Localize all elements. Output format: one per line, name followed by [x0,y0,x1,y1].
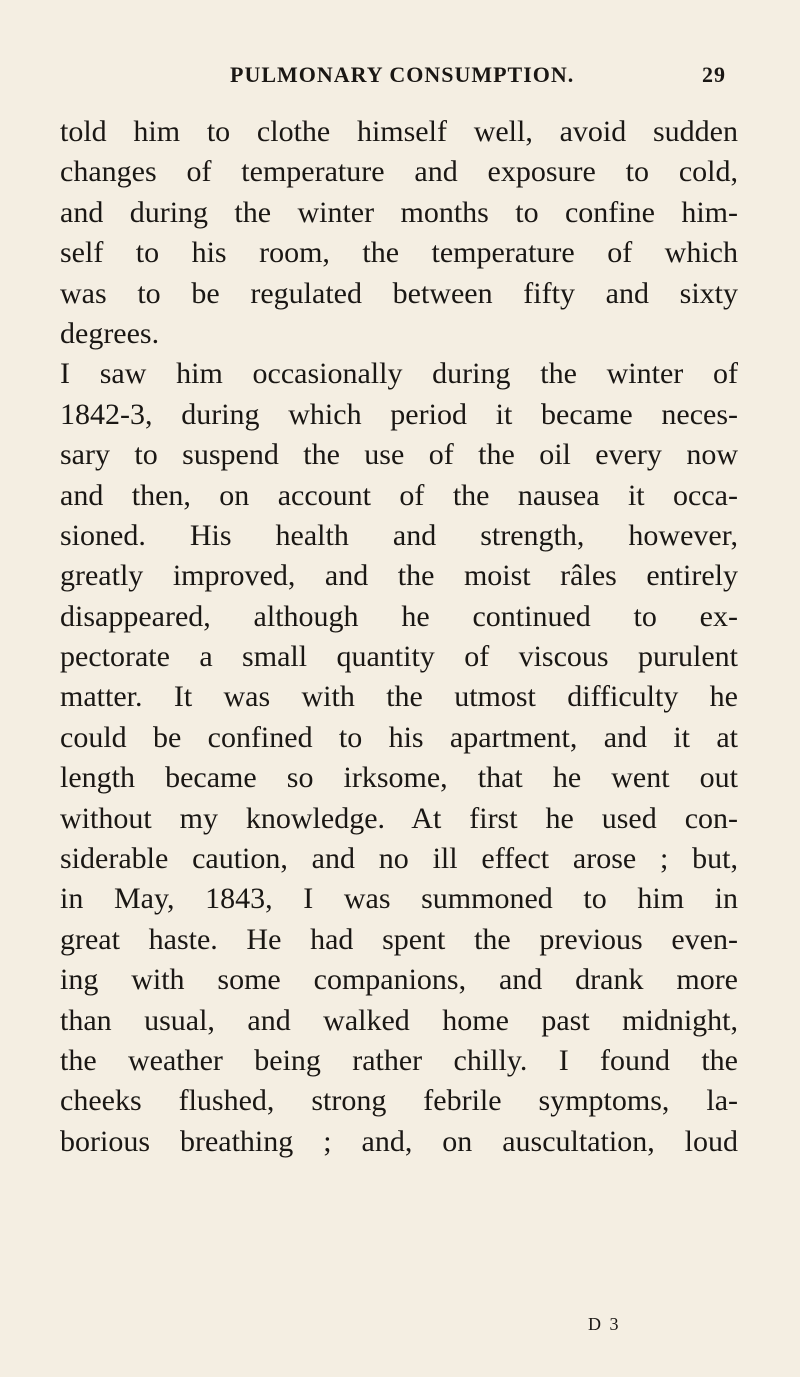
text-line: than usual, and walked home past midnight, [60,1003,738,1037]
running-head [0,62,800,98]
text-line: great haste. He had spent the previous even- [60,922,738,956]
text-line: without my knowledge. At first he used con- [60,801,738,835]
text-line: I saw him occasionally during the winter of [60,357,738,391]
text-line: and during the winter months to confine him- [60,195,738,229]
text-line: was to be regulated between fifty and sixty [60,276,738,310]
text-line: matter. It was with the utmost difficulty he [60,680,738,714]
text-line: borious breathing ; and, on auscultation, loud [60,1124,738,1158]
text-line: length became so irksome, that he went out [60,761,738,795]
text-line: pectorate a small quantity of viscous purulent [60,640,738,674]
text-line: cheeks flushed, strong febrile symptoms, la- [60,1084,738,1118]
text-line: and then, on account of the nausea it occa- [60,478,738,512]
text-line: the weather being rather chilly. I found the [60,1043,738,1077]
text-line: siderable caution, and no ill effect arose ; but, [60,842,738,876]
text-line: told him to clothe himself well, avoid sudden [60,115,738,148]
text-line: sioned. His health and strength, however, [60,518,738,552]
text-line: ing with some companions, and drank more [60,963,738,997]
text-line: changes of temperature and exposure to cold, [60,155,738,189]
text-line: sary to suspend the use of the oil every now [60,438,738,472]
text-line: in May, 1843, I was summoned to him in [60,882,738,916]
page-number: 29 [702,62,726,87]
signature-mark: D 3 [588,1314,621,1334]
body-text [60,112,738,1162]
text-line: greatly improved, and the moist râles entirely [60,559,738,593]
text-line: self to his room, the temperature of which [60,236,738,270]
text-line: 1842-3, during which period it became neces- [60,397,738,431]
text-line: could be confined to his apartment, and it at [60,720,738,754]
text-line: disappeared, although he continued to ex- [60,599,738,633]
running-head-title: PULMONARY CONSUMPTION. [230,62,575,87]
text-line: degrees. [60,316,160,350]
